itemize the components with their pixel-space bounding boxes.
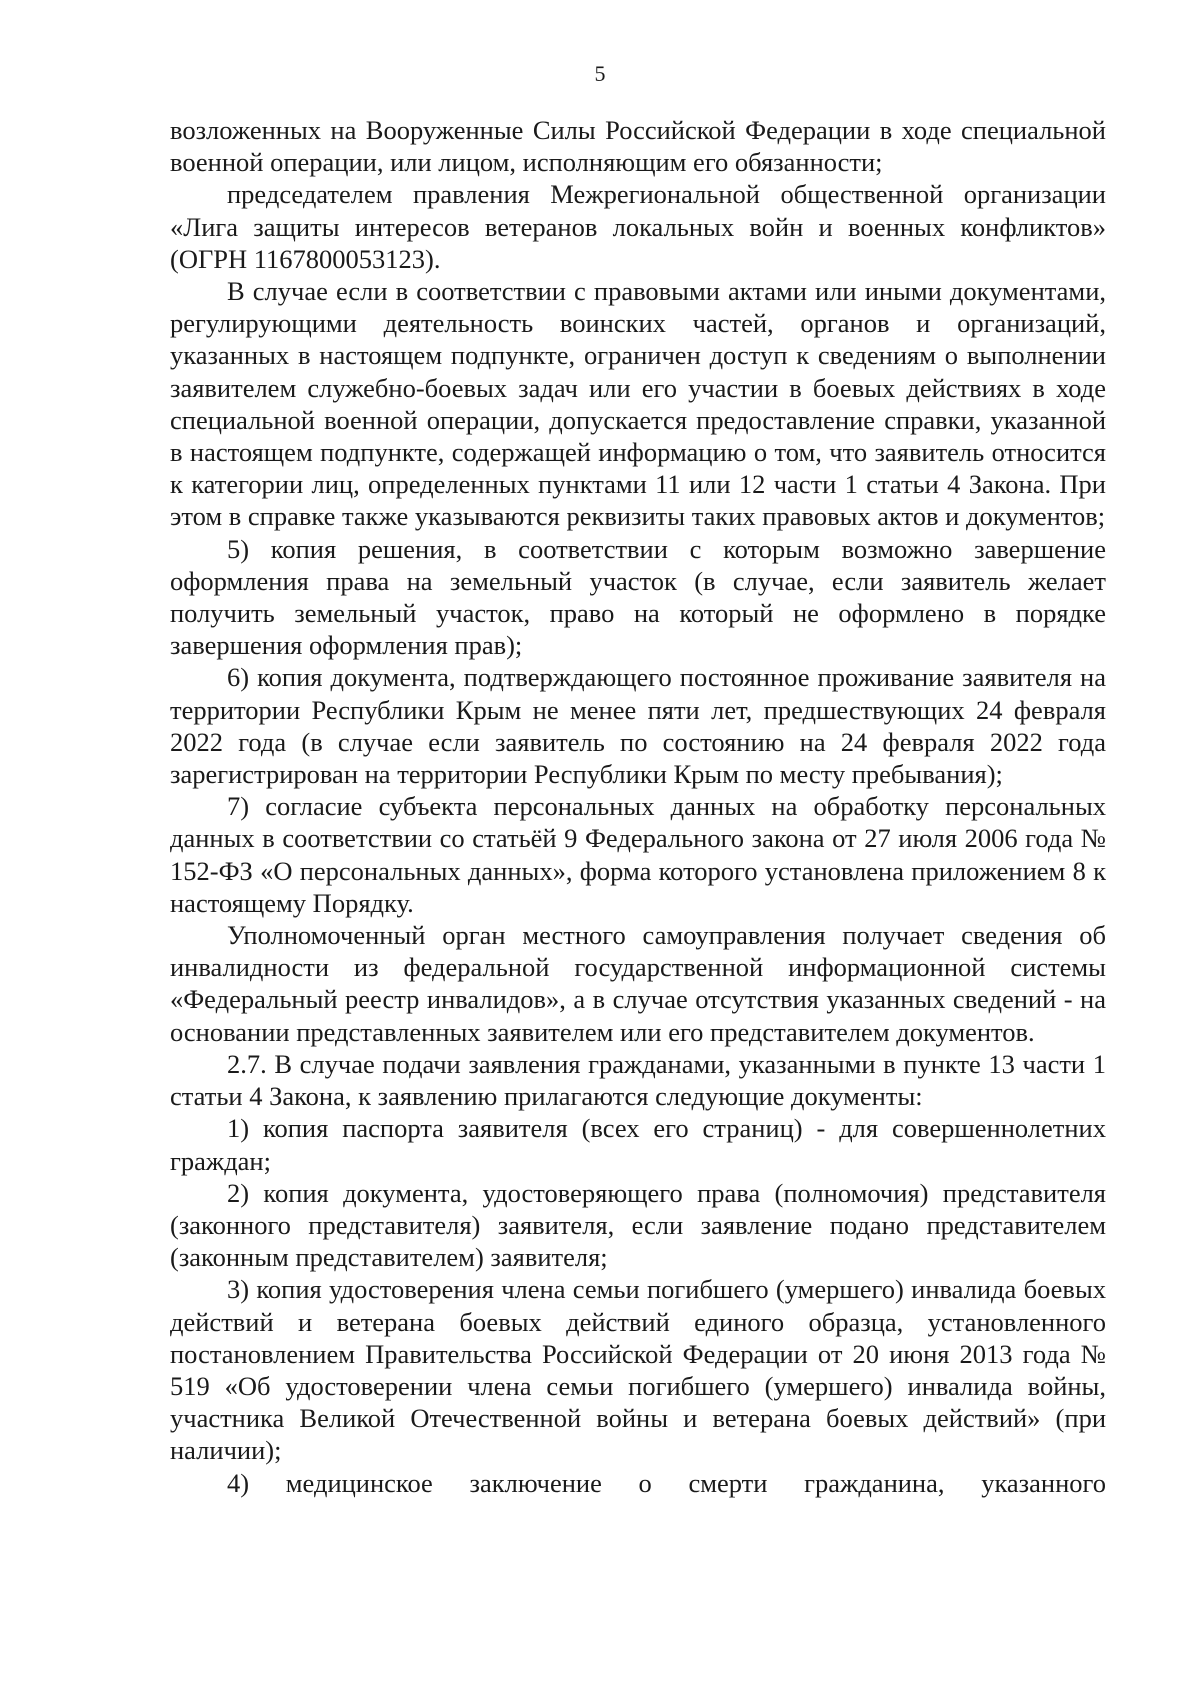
paragraph-league-chairman: председателем правления Межрегиональной общественной организации «Лига защиты интересов ветеранов локальных войн и военных конфликтов» (ОГРН 1167800053123). (170, 179, 1106, 274)
paragraph-continuation: возложенных на Вооруженные Силы Российской Федерации в ходе специальной военной операции, или лицом, исполняющим его обязанности; (170, 115, 1106, 178)
list-item-7: 7) согласие субъекта персональных данных на обработку персональных данных в соответствии со статьёй 9 Федерального закона от 27 июля 2006 года № 152-ФЗ «О персональных данных», форма которого установлена приложением 8 к настоящему Порядку. (170, 791, 1106, 918)
section-2-7-heading: 2.7. В случае подачи заявления гражданами, указанными в пункте 13 части 1 статьи 4 Закона, к заявлению прилагаются следующие документы: (170, 1048, 1106, 1112)
list-item-5: 5) копия решения, в соответствии с которым возможно завершение оформления права на земельный участок (в случае, если заявитель желает получить земельный участок, право на который не оформлено в порядке завершения оформления прав); (170, 533, 1106, 661)
paragraph-restricted-access: В случае если в соответствии с правовыми актами или иными документами, регулирующими деятельность воинских частей, органов и организаций, указанных в настоящем подпункте, ограничен доступ к сведениям о выполнении заявителем служебно-боевых задач или его участии в боевых действиях в ходе специальной военной операции, допускается предоставление справки, указанной в настоящем подпункте, содержащей информацию о том, что заявитель относится к категории лиц, определенных пунктами 11 или 12 части 1 статьи 4 Закона. При этом в справке также указываются реквизиты таких правовых актов и документов; (170, 276, 1106, 532)
list-item-4: 4) медицинское заключение о смерти гражданина, указанного (227, 1467, 1106, 1498)
paragraph-disability-info: Уполномоченный орган местного самоуправления получает сведения об инвалидности из федеральной государственной информационной системы «Федеральный реестр инвалидов», а в случае отсутствия указанных сведений - на основании представленных заявителем или его представителем документов. (170, 920, 1106, 1047)
list-item-6: 6) копия документа, подтверждающего постоянное проживание заявителя на территории Республики Крым не менее пяти лет, предшествующих 24 февраля 2022 года (в случае если заявитель по состоянию на 24 февраля 2022 года зарегистрирован на территории Республики Крым по месту пребывания); (170, 662, 1106, 790)
list-item-3: 3) копия удостоверения члена семьи погибшего (умершего) инвалида боевых действий и ветерана боевых действий единого образца, установленного постановлением Правительства Российской Федерации от 20 июня 2013 года № 519 «Об удостоверении члена семьи погибшего (умершего) инвалида войны, участника Великой Отечественной войны и ветерана боевых действий» (при наличии); (170, 1274, 1106, 1466)
page-number: 5 (594, 61, 606, 86)
list-item-2: 2) копия документа, удостоверяющего права (полномочия) представителя (законного представителя) заявителя, если заявление подано представителем (законным представителем) заявителя; (170, 1177, 1106, 1273)
list-item-1: 1) копия паспорта заявителя (всех его страниц) - для совершеннолетних граждан; (170, 1113, 1106, 1176)
document-body (170, 114, 1106, 1499)
